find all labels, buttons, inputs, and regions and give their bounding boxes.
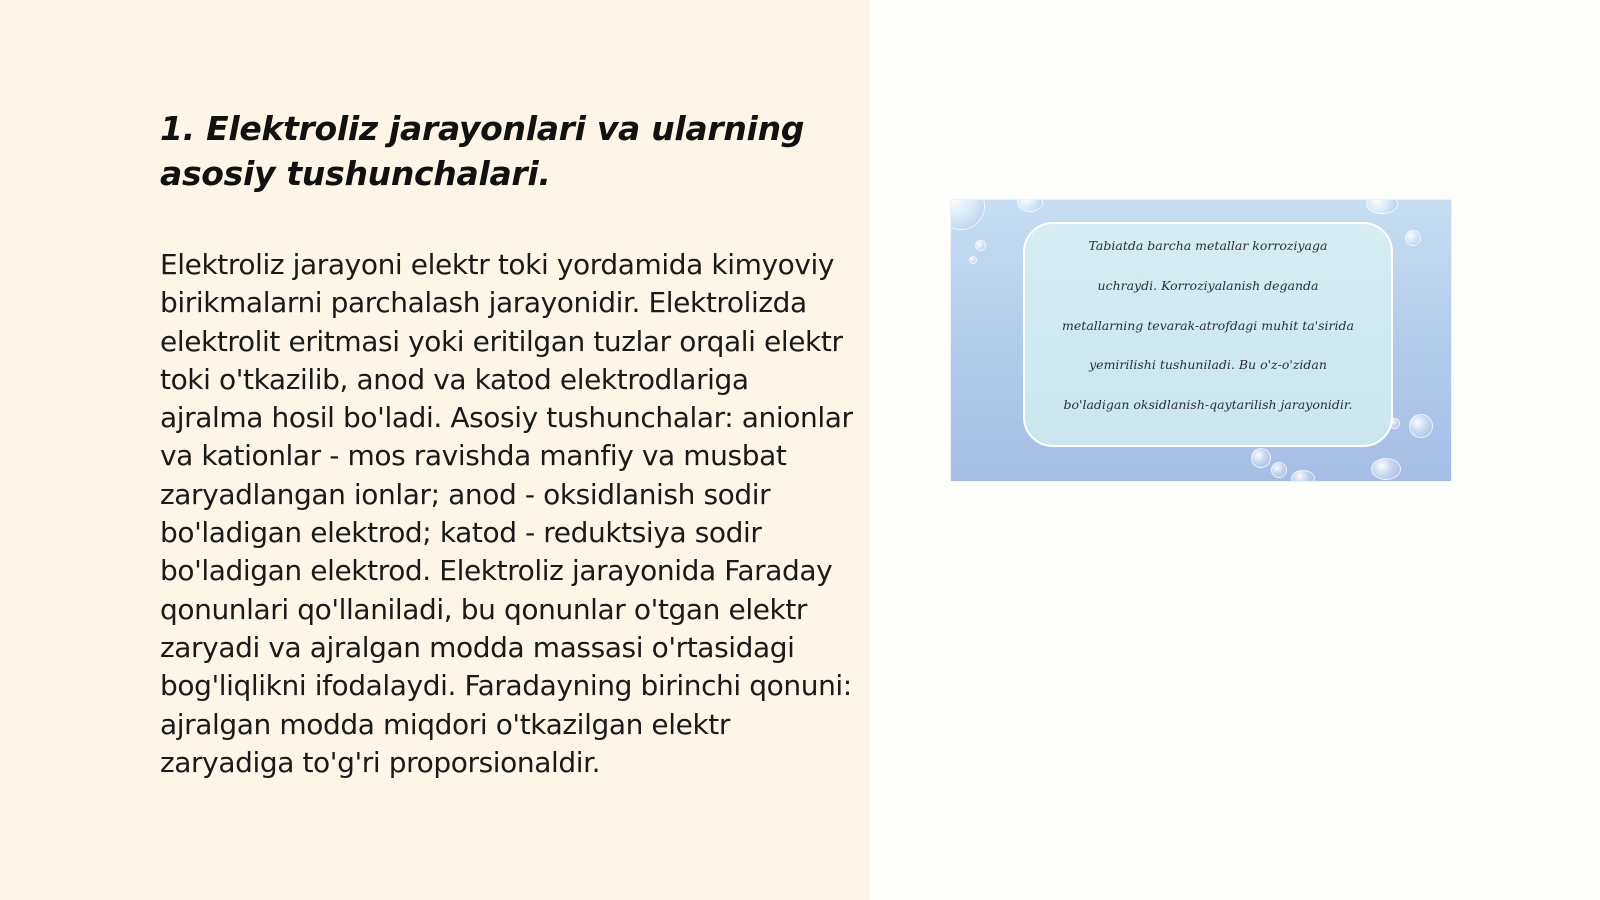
slide-body-text: Elektroliz jarayoni elektr toki yordamida kimyoviy birikmalarni parchalash jarayonidir. Elektrolizda elektrolit eritmasi yoki eritilgan tuzlar orqali elektr toki o'tkazilib, anod va katod elektrodlariga ajralma hosil bo'ladi. Asosiy tushunchalar: anionlar va kationlar - mos ravishda manfiy va musbat zaryadlangan ionlar; anod - oksidlanish sodir bo'ladigan elektrod; katod - reduktsiya sodir bo'ladigan elektrod. Elektroliz jarayonida Faraday qonunlari qo'llaniladi, bu qonunlar o'tgan elektr zaryadi va ajralgan modda massasi o'rtasidagi bog'liqlikni ifodalaydi. Faradayning birinchi qonuni: ajralgan modda miqdori o'tkazilgan elektr zaryadiga to'g'ri proporsionaldir.: [160, 248, 853, 779]
card-text-line: uchraydi. Korroziyalanish deganda: [1097, 278, 1319, 293]
water-drop-icon: [1409, 414, 1433, 438]
corrosion-image-card: [951, 200, 1451, 481]
water-drop-icon: [1405, 230, 1421, 246]
water-drop-icon: [1251, 448, 1271, 468]
slide-title: 1. Elektroliz jarayonlari va ularning asosiy tushunchalari.: [160, 109, 805, 193]
water-drop-icon: [975, 240, 986, 251]
water-drop-icon: [1291, 470, 1315, 481]
water-drop-icon: [1366, 200, 1398, 214]
water-drop-icon: [1271, 462, 1287, 478]
card-text-frame: [1023, 222, 1393, 447]
water-drop-icon: [1371, 458, 1401, 480]
water-drop-icon: [951, 200, 985, 230]
water-drop-icon: [969, 256, 977, 264]
card-text-line: metallarning tevarak-atrofdagi muhit ta'sirida: [1062, 318, 1354, 333]
card-text-line: Tabiatda barcha metallar korroziyaga: [1088, 238, 1328, 253]
water-drop-icon: [1017, 200, 1043, 212]
card-text-line: bo'ladigan oksidlanish-qaytarilish jarayonidir.: [1063, 397, 1353, 412]
card-text-line: yemirilishi tushuniladi. Bu o'z-o'zidan: [1089, 357, 1327, 372]
